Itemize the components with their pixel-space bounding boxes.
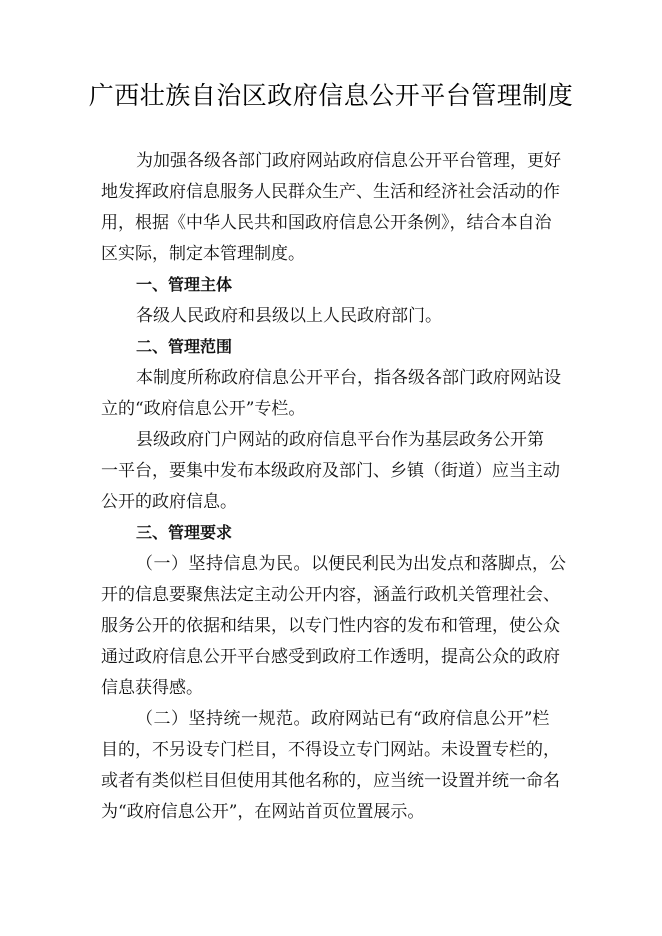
section-2-para-1-line-1: 本制度所称政府信息公开平台，指各级各部门政府网站设 [136,368,561,388]
section-3-item-1-line-4: 通过政府信息公开平台感受到政府工作透明，提高公众的政府 [101,647,560,667]
section-3-heading: 三、管理要求 [136,523,233,542]
section-3-item-2-text: 政府网站已有“政府信息公开”栏 [311,709,550,729]
section-3-item-2-line-1 [136,706,571,732]
section-2-para-2-line-1: 县级政府门户网站的政府信息平台作为基层政务公开第 [136,430,544,450]
intro-line-2: 地发挥政府信息服务人民群众生产、生活和经济社会活动的作 [101,182,560,202]
intro-line-3: 用，根据《中华人民共和国政府信息公开条例》，结合本自治 [101,213,552,233]
section-3-item-2-line-3: 或者有类似栏目但使用其他名称的，应当统一设置并统一命名 [101,771,560,791]
section-2-para-2-line-3: 公开的政府信息。 [101,492,237,512]
section-3-item-1-line-2: 开的信息要聚焦法定主动公开内容，涵盖行政机关管理社会、 [101,585,560,605]
intro-line-4: 区实际，制定本管理制度。 [101,244,305,264]
section-3-item-2-line-2: 目的，不另设专门栏目，不得设立专门网站。未设置专栏的， [101,740,560,760]
section-2-para-1-line-2: 立的“政府信息公开”专栏。 [101,399,306,419]
intro-line-1: 为加强各级各部门政府网站政府信息公开平台管理，更好 [136,151,561,171]
section-3-item-2-lead: （二）坚持统一规范。 [136,709,311,729]
section-3-item-2-line-4: 为“政府信息公开”，在网站首页位置展示。 [101,802,425,822]
section-3-item-1-text: 以便民利民为出发点和落脚点，公 [311,554,566,574]
section-2-para-2-line-2: 一平台，要集中发布本级政府及部门、乡镇（街道）应当主动 [101,461,560,481]
section-3-item-1-line-1 [136,551,571,577]
section-3-item-1-line-5: 信息获得感。 [101,678,203,698]
section-1-heading: 一、管理主体 [136,275,233,294]
section-1-line-1: 各级人民政府和县级以上人民政府部门。 [136,306,442,326]
section-3-item-1-lead: （一）坚持信息为民。 [136,554,311,574]
document-title: 广西壮族自治区政府信息公开平台管理制度 [88,81,574,110]
section-2-heading: 二、管理范围 [136,337,233,356]
section-3-item-1-line-3: 服务公开的依据和结果，以专门性内容的发布和管理，使公众 [101,616,560,636]
